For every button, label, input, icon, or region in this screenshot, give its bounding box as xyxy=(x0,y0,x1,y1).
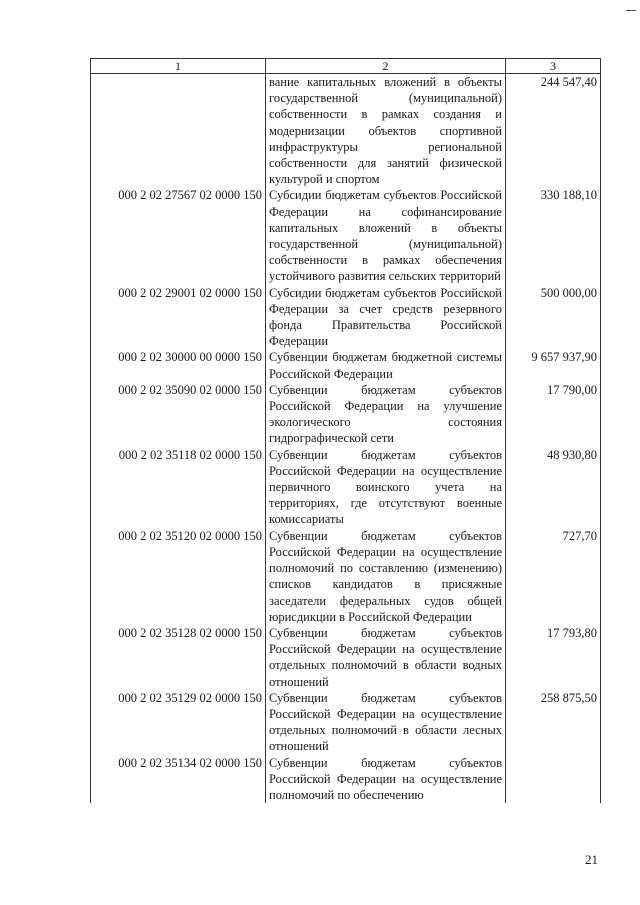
row-code xyxy=(91,74,266,188)
header-col-1: 1 xyxy=(91,59,266,74)
row-description: Субвенции бюджетам субъектов Российской Федерации на осуществление отдельных полномочий в области лесных отношений xyxy=(266,690,506,755)
row-code: 000 2 02 35118 02 0000 150 xyxy=(91,447,266,528)
header-col-3: 3 xyxy=(506,59,601,74)
row-description: Субсидии бюджетам субъектов Российской Федерации за счет средств резервного фонда Правительства Российской Федерации xyxy=(266,285,506,350)
row-description: Субвенции бюджетам субъектов Российской Федерации на осуществление полномочий по обеспечению xyxy=(266,755,506,804)
row-amount: 330 188,10 xyxy=(506,187,601,284)
table-row xyxy=(91,349,601,381)
row-amount: 244 547,40 xyxy=(506,74,601,188)
row-amount: 500 000,00 xyxy=(506,285,601,350)
row-code: 000 2 02 35134 02 0000 150 xyxy=(91,755,266,804)
row-amount: 9 657 937,90 xyxy=(506,349,601,381)
table-row xyxy=(91,690,601,755)
row-description: Субвенции бюджетам субъектов Российской Федерации на осуществление первичного воинского учета на территориях, где отсутствуют военные комиссариаты xyxy=(266,447,506,528)
row-code: 000 2 02 35129 02 0000 150 xyxy=(91,690,266,755)
row-description: Субвенции бюджетам субъектов Российской Федерации на улучшение экологического состояния гидрографической сети xyxy=(266,382,506,447)
budget-table xyxy=(90,58,601,803)
table-row xyxy=(91,74,601,188)
row-code: 000 2 02 27567 02 0000 150 xyxy=(91,187,266,284)
row-code: 000 2 02 35120 02 0000 150 xyxy=(91,528,266,625)
header-col-2: 2 xyxy=(266,59,506,74)
row-code: 000 2 02 35128 02 0000 150 xyxy=(91,625,266,690)
row-description: Субсидии бюджетам субъектов Российской Федерации на софинансирование капитальных вложений в объекты государственной (муниципальной) собственности в рамках обеспечения устойчивого развития сельских территорий xyxy=(266,187,506,284)
row-description: Субвенции бюджетам субъектов Российской Федерации на осуществление полномочий по составлению (изменению) списков кандидатов в присяжные заседатели федеральных судов общей юрисдикции в Российской Федерации xyxy=(266,528,506,625)
row-code: 000 2 02 29001 02 0000 150 xyxy=(91,285,266,350)
table-row xyxy=(91,625,601,690)
row-code: 000 2 02 35090 02 0000 150 xyxy=(91,382,266,447)
table-row xyxy=(91,285,601,350)
row-amount: 17 790,00 xyxy=(506,382,601,447)
row-description: вание капитальных вложений в объекты государственной (муниципальной) собственности в рамках создания и модернизации объектов спортивной инфраструктуры региональной собственности для занятий физической культурой и спортом xyxy=(266,74,506,188)
row-code: 000 2 02 30000 00 0000 150 xyxy=(91,349,266,381)
table-row xyxy=(91,382,601,447)
header-row xyxy=(91,59,601,74)
row-amount xyxy=(506,755,601,804)
row-amount: 727,70 xyxy=(506,528,601,625)
page-number: 21 xyxy=(585,852,598,867)
table-row xyxy=(91,447,601,528)
corner-mark xyxy=(626,10,636,11)
row-description: Субвенции бюджетам субъектов Российской Федерации на осуществление отдельных полномочий в области водных отношений xyxy=(266,625,506,690)
table-row xyxy=(91,755,601,804)
row-description: Субвенции бюджетам бюджетной системы Российской Федерации xyxy=(266,349,506,381)
table-row xyxy=(91,187,601,284)
row-amount: 17 793,80 xyxy=(506,625,601,690)
table-row xyxy=(91,528,601,625)
row-amount: 48 930,80 xyxy=(506,447,601,528)
row-amount: 258 875,50 xyxy=(506,690,601,755)
